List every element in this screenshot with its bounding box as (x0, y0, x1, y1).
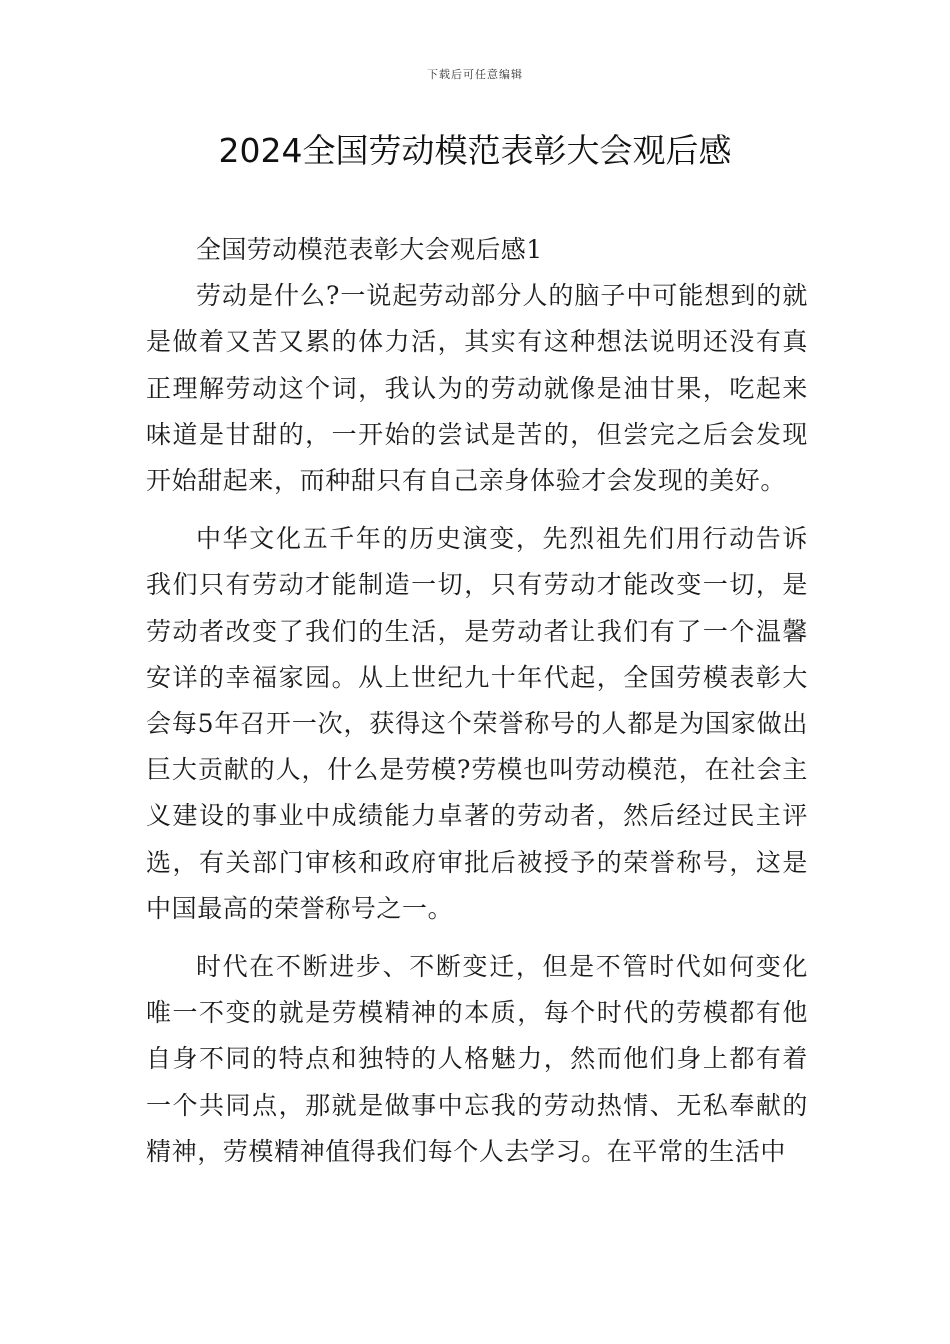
document-body (146, 227, 808, 1175)
paragraph-2: 中华文化五千年的历史演变，先烈祖先们用行动告诉我们只有劳动才能制造一切，只有劳动才能改变一切，是劳动者改变了我们的生活，是劳动者让我们有了一个温馨安详的幸福家园。从上世纪九十年代起，全国劳模表彰大会每5年召开一次，获得这个荣誉称号的人都是为国家做出巨大贡献的人，什么是劳模?劳模也叫劳动模范，在社会主义建设的事业中成绩能力卓著的劳动者，然后经过民主评选，有关部门审核和政府审批后被授予的荣誉称号，这是中国最高的荣誉称号之一。 (146, 524, 808, 923)
header-note: 下载后可任意编辑 (427, 68, 523, 81)
document-title: 2024全国劳动模范表彰大会观后感 (218, 131, 732, 170)
paragraph-1: 劳动是什么?一说起劳动部分人的脑子中可能想到的就是做着又苦又累的体力活，其实有这种想法说明还没有真正理解劳动这个词，我认为的劳动就像是油甘果，吃起来味道是甘甜的，一开始的尝试是苦的，但尝完之后会发现开始甜起来，而种甜只有自己亲身体验才会发现的美好。 (146, 281, 808, 496)
section-subtitle: 全国劳动模范表彰大会观后感1 (196, 235, 543, 264)
paragraph-3: 时代在不断进步、不断变迁，但是不管时代如何变化唯一不变的就是劳模精神的本质，每个时代的劳模都有他自身不同的特点和独特的人格魅力，然而他们身上都有着一个共同点，那就是做事中忘我的劳动热情、无私奉献的精神，劳模精神值得我们每个人去学习。在平常的生活中 (146, 952, 808, 1166)
